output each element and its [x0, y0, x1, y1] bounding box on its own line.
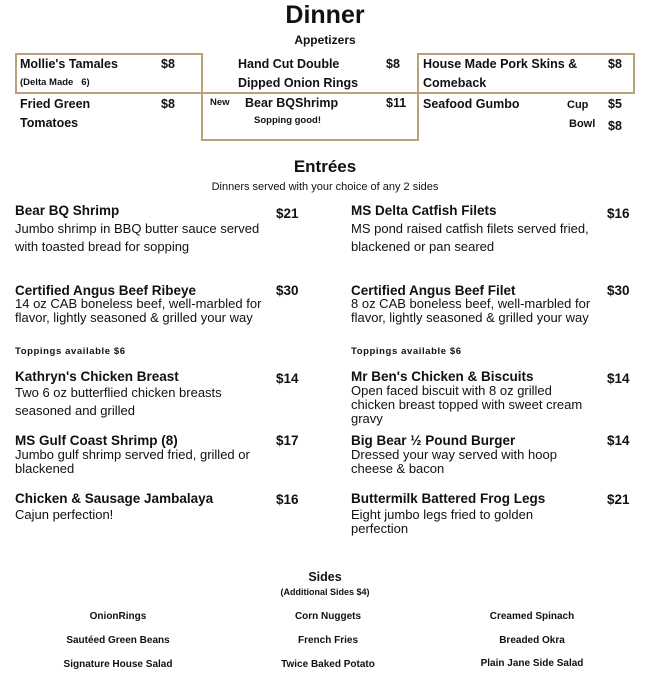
side-item: Creamed Spinach: [489, 611, 575, 622]
side-item: Corn Nuggets: [294, 611, 362, 622]
toppings-note: Toppings available $6: [15, 346, 126, 357]
entree-price: $16: [607, 206, 630, 221]
entree-name: Big Bear ½ Pound Burger: [351, 433, 516, 448]
entrees-heading: Entrées: [293, 157, 357, 176]
sides-subheading: (Additional Sides $4): [280, 587, 370, 597]
side-item: OnionRings: [89, 611, 147, 622]
gumbo-bowl-price: $8: [608, 119, 622, 133]
menu-title: Dinner: [285, 1, 365, 29]
entree-name: Certified Angus Beef Ribeye: [15, 283, 197, 298]
entree-description: MS pond raised catfish filets served fried, blackened or pan seared: [351, 221, 589, 254]
side-item: French Fries: [297, 635, 359, 646]
appetizer-price: $8: [161, 97, 175, 111]
entree-price: $30: [276, 283, 299, 298]
entree-name: Chicken & Sausage Jambalaya: [15, 491, 214, 506]
appetizer-price: $8: [161, 57, 175, 71]
appetizers-heading: Appetizers: [294, 33, 356, 47]
entree-price: $17: [276, 433, 299, 448]
side-item: Plain Jane Side Salad: [480, 658, 584, 669]
appetizer-name: Dipped Onion Rings: [238, 76, 359, 90]
entree-name: Certified Angus Beef Filet: [351, 283, 516, 298]
appetizer-name: House Made Pork Skins &: [423, 57, 578, 71]
appetizer-price: $8: [386, 57, 400, 71]
appetizer-name: Mollie's Tamales: [20, 57, 118, 71]
appetizer-note: Sopping good!: [254, 115, 322, 126]
entree-description: Two 6 oz butterflied chicken breasts seasoned and grilled: [15, 385, 222, 418]
entree-description: Open faced biscuit with 8 oz grilled chicken breast topped with sweet cream gravy: [351, 383, 583, 426]
appetizer-name: Seafood Gumbo: [423, 97, 520, 111]
sides-heading: Sides: [308, 570, 342, 584]
entree-name: Buttermilk Battered Frog Legs: [351, 491, 546, 506]
entree-price: $21: [276, 206, 299, 221]
entree-description: Cajun perfection!: [15, 507, 114, 522]
entree-name: MS Delta Catfish Filets: [351, 203, 497, 218]
appetizer-price: $11: [386, 96, 407, 110]
gumbo-bowl-label: Bowl: [569, 118, 596, 130]
entree-name: Mr Ben's Chicken & Biscuits: [351, 369, 534, 384]
entree-price: $21: [607, 492, 630, 507]
entree-name: Kathryn's Chicken Breast: [15, 369, 179, 384]
side-item: Signature House Salad: [63, 659, 173, 670]
entree-price: $16: [276, 492, 299, 507]
entree-description: Dressed your way served with hoop cheese & bacon: [351, 447, 557, 476]
entree-description: Jumbo shrimp in BBQ butter sauce served with toasted bread for sopping: [15, 221, 260, 254]
gumbo-cup-label: Cup: [567, 99, 589, 111]
entree-price: $14: [276, 371, 299, 386]
appetizer-name: Hand Cut Double: [238, 57, 340, 71]
new-badge: New: [210, 97, 230, 108]
entree-price: $30: [607, 283, 630, 298]
entree-name: MS Gulf Coast Shrimp (8): [15, 433, 178, 448]
appetizer-price: $8: [608, 57, 622, 71]
appetizer-name: Fried Green: [20, 97, 91, 111]
side-item: Sautéed Green Beans: [66, 635, 170, 646]
side-item: Breaded Okra: [499, 635, 565, 646]
entree-price: $14: [607, 433, 630, 448]
side-item: Twice Baked Potato: [281, 659, 375, 670]
appetizer-name: Bear BQShrimp: [245, 96, 339, 110]
entree-description: Jumbo gulf shrimp served fried, grilled or blackened: [15, 447, 250, 476]
entree-description: 8 oz CAB boneless beef, well-marbled for flavor, lightly seasoned & grilled your way: [351, 296, 591, 325]
entree-price: $14: [607, 371, 630, 386]
appetizer-name: Comeback: [423, 76, 487, 90]
entree-description: 14 oz CAB boneless beef, well-marbled for flavor, lightly seasoned & grilled your way: [15, 296, 262, 325]
gumbo-cup-price: $5: [608, 97, 622, 111]
appetizer-note: (Delta Made 6): [20, 77, 90, 88]
entree-description: Eight jumbo legs fried to golden perfection: [351, 507, 534, 536]
entrees-subheading: Dinners served with your choice of any 2 sides: [211, 181, 439, 193]
toppings-note: Toppings available $6: [351, 346, 462, 357]
entree-name: Bear BQ Shrimp: [15, 203, 120, 218]
appetizer-name: Tomatoes: [20, 116, 79, 130]
